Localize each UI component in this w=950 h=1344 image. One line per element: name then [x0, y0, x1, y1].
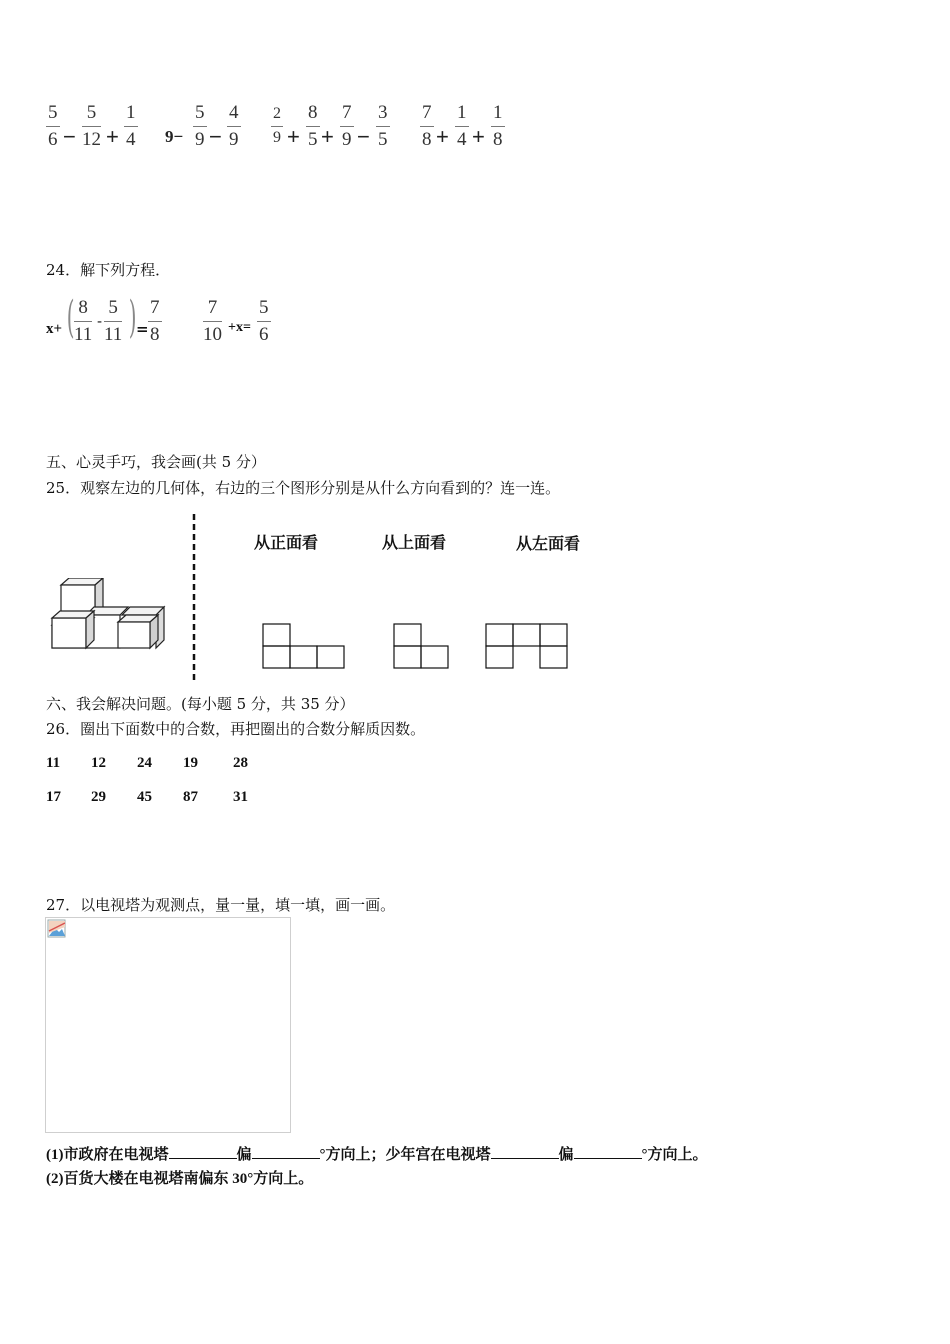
answer-blank[interactable]	[574, 1146, 642, 1159]
broken-image-icon	[47, 919, 67, 939]
fraction: 5 12	[82, 102, 101, 150]
fraction: 5 11	[104, 297, 123, 345]
q27-line1-part: (1)市政府在电视塔	[46, 1147, 169, 1163]
answer-blank[interactable]	[491, 1146, 559, 1159]
view-label-top: 从上面看	[382, 533, 447, 552]
number[interactable]: 24	[137, 755, 152, 771]
fraction: 5 6	[48, 102, 58, 150]
map-image-placeholder	[45, 917, 291, 1133]
q27-line1-part: °方向上；少年宫在电视塔	[319, 1147, 491, 1163]
left-paren: (	[66, 292, 75, 343]
dashed-divider	[191, 514, 197, 684]
operator: +	[321, 124, 334, 149]
section-5-heading: 五、心灵手巧，我会画(共 5 分）	[46, 453, 266, 471]
number[interactable]: 31	[233, 789, 248, 805]
geometric-solid-figure	[46, 578, 170, 654]
operator: −	[357, 124, 370, 149]
number[interactable]: 19	[183, 755, 198, 771]
fraction: 7 8	[150, 297, 160, 345]
fraction: 5 6	[259, 297, 269, 345]
answer-blank[interactable]	[252, 1146, 320, 1159]
view-figure-3	[485, 623, 569, 669]
fraction: 1 4	[126, 102, 136, 150]
fraction: 7 9	[342, 102, 352, 150]
fraction: 5 9	[195, 102, 205, 150]
view-label-front: 从正面看	[254, 533, 319, 552]
operator: +	[472, 124, 485, 149]
fraction: 7 10	[203, 297, 222, 345]
operator: +	[436, 124, 449, 149]
q25-title: 25．观察左边的几何体，右边的三个图形分别是从什么方向看到的？连一连。	[46, 479, 561, 497]
number[interactable]: 12	[91, 755, 106, 771]
equation-lead: x+	[46, 321, 63, 337]
q26-title: 26．圈出下面数中的合数，再把圈出的合数分解质因数。	[46, 720, 426, 738]
operator: +	[287, 124, 300, 149]
fraction: 1 8	[493, 102, 503, 150]
q27-line1-part: °方向上。	[641, 1147, 708, 1163]
fraction: 7 8	[422, 102, 432, 150]
fraction: 8 11	[74, 297, 93, 345]
view-figure-1	[262, 623, 346, 669]
operator: −	[63, 124, 76, 149]
view-label-left: 从左面看	[516, 534, 581, 553]
answer-blank[interactable]	[169, 1146, 237, 1159]
equals: =	[136, 320, 149, 338]
q27-line-1	[46, 1146, 708, 1163]
section-6-heading: 六、我会解决问题。(每小题 5 分，共 35 分）	[46, 695, 355, 713]
q27-title: 27．以电视塔为观测点，量一量，填一填，画一画。	[46, 896, 396, 914]
number[interactable]: 11	[46, 755, 61, 771]
operator: −	[209, 124, 222, 149]
q27-line1-part: 偏	[236, 1147, 252, 1163]
number[interactable]: 28	[233, 755, 248, 771]
q27-line1-part: 偏	[558, 1147, 574, 1163]
fraction: 3 5	[378, 102, 388, 150]
number[interactable]: 29	[91, 789, 106, 805]
fraction: 2 9	[273, 105, 281, 146]
number[interactable]: 87	[183, 789, 198, 805]
fraction: 4 9	[229, 102, 239, 150]
operator: -	[97, 312, 103, 330]
view-figure-2	[393, 623, 451, 669]
fraction: 1 4	[457, 102, 467, 150]
right-paren: )	[128, 292, 137, 343]
number[interactable]: 17	[46, 789, 61, 805]
q27-line-2: (2)百货大楼在电视塔南偏东 30°方向上。	[46, 1171, 314, 1187]
operator: +	[106, 124, 119, 149]
fraction: 8 5	[308, 102, 318, 150]
number[interactable]: 45	[137, 789, 152, 805]
q24-title: 24．解下列方程．	[46, 261, 171, 279]
equation-mid: +x=	[228, 320, 251, 335]
operator: 9−	[165, 127, 184, 146]
